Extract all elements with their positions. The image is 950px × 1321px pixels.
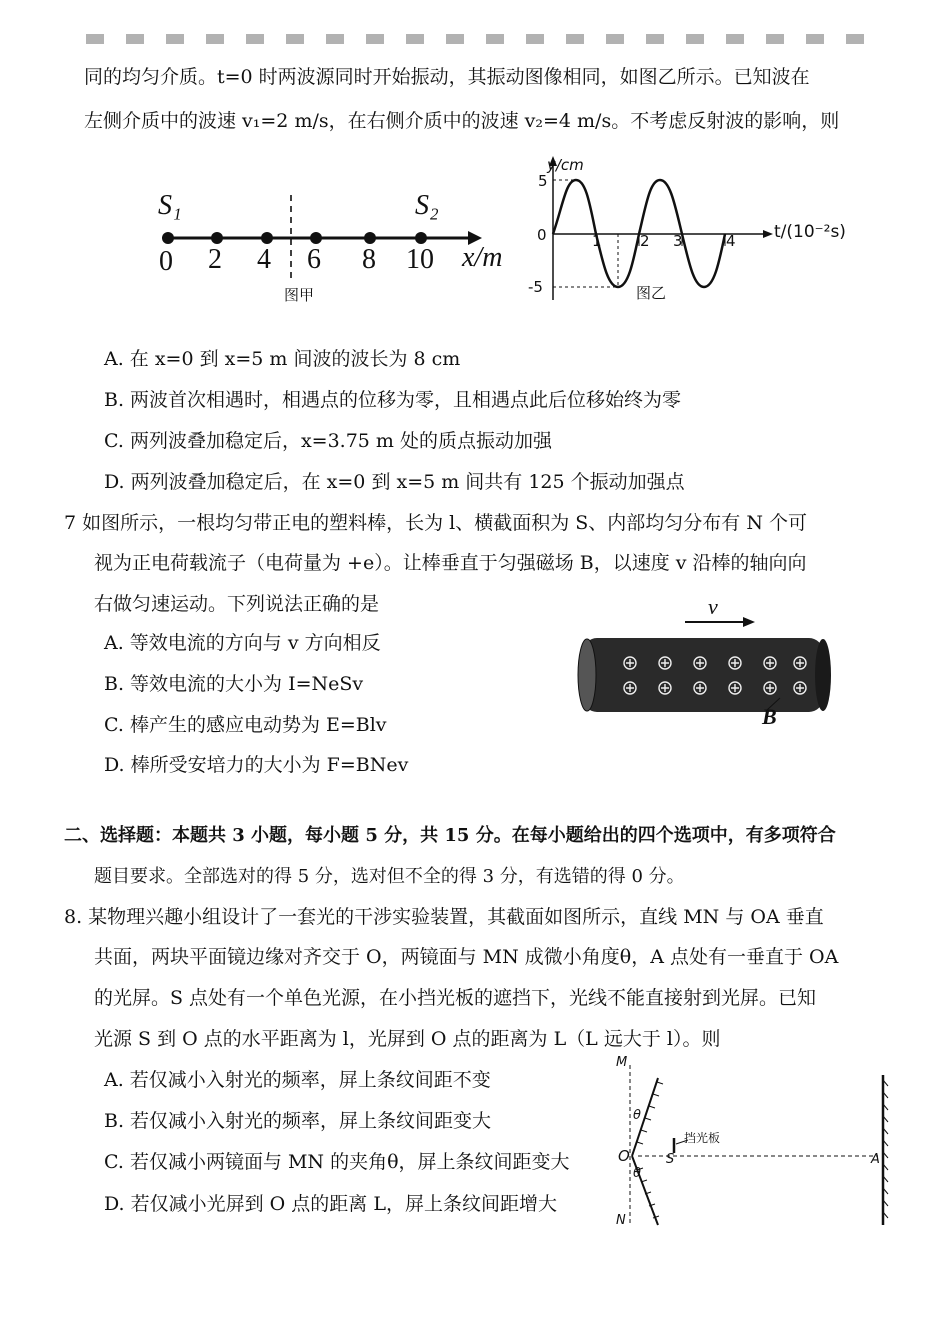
tick-2: 2 xyxy=(208,244,222,275)
q6-option-d: D. 两列波叠加稳定后，在 x=0 到 x=5 m 间共有 125 个振动加强点 xyxy=(104,471,685,493)
intro-line-1: 同的均匀介质。t=0 时两波源同时开始振动，其振动图像相同，如图乙所示。已知波在 xyxy=(84,66,810,88)
section-2-header-1: 二、选择题：本题共 3 小题，每小题 5 分，共 15 分。在每小题给出的四个选项中，有多项符合 xyxy=(64,825,836,846)
q7-stem-2: 视为正电荷载流子（电荷量为 +e）。让棒垂直于匀强磁场 B，以速度 v 沿棒的轴向向 xyxy=(94,552,807,574)
q8-option-a: A. 若仅减小入射光的频率，屏上条纹间距不变 xyxy=(104,1069,491,1091)
t-tick-3: 3 xyxy=(673,232,683,250)
s1-label: S₁ xyxy=(158,190,182,221)
label-theta-upper: θ xyxy=(633,1108,641,1123)
label-a: A xyxy=(871,1152,880,1167)
tick-4: 4 xyxy=(257,244,271,275)
origin-label: 0 xyxy=(537,226,547,244)
s2-label: S₂ xyxy=(415,190,439,221)
q8-stem-2: 共面，两块平面镜边缘对齐交于 O，两镜面与 MN 成微小角度θ，A 点处有一垂直于 OA xyxy=(94,946,839,968)
label-shield: 挡光板 xyxy=(684,1131,721,1145)
q6-option-a: A. 在 x=0 到 x=5 m 间波的波长为 8 cm xyxy=(104,348,461,370)
q7-stem-1: 7 如图所示，一根均匀带正电的塑料棒，长为 l、横截面积为 S、内部均匀分布有 N 个可 xyxy=(64,512,808,534)
y-axis-label: y/cm xyxy=(547,156,584,174)
y-bottom-tick: -5 xyxy=(528,278,543,296)
section-2-header-2: 题目要求。全部选对的得 5 分，选对但不全的得 3 分，有选错的得 0 分。 xyxy=(94,866,685,887)
q7-option-c: C. 棒产生的感应电动势为 E=Blv xyxy=(104,714,387,736)
q6-option-b: B. 两波首次相遇时，相遇点的位移为零，且相遇点此后位移始终为零 xyxy=(104,389,682,411)
q8-option-c: C. 若仅减小两镜面与 MN 的夹角θ，屏上条纹间距变大 xyxy=(104,1151,570,1173)
q7-option-b: B. 等效电流的大小为 I=NeSv xyxy=(104,673,364,695)
mirror-interference-figure xyxy=(610,1060,900,1235)
intro-line-2: 左侧介质中的波速 v₁=2 m/s，在右侧介质中的波速 v₂=4 m/s。不考虑反射波的影响，则 xyxy=(84,110,840,132)
q8-stem-3: 的光屏。S 点处有一个单色光源，在小挡光板的遮挡下，光线不能直接射到光屏。已知 xyxy=(94,987,817,1009)
tick-6: 6 xyxy=(307,244,321,275)
field-b-label: B xyxy=(762,704,777,729)
q8-stem-4: 光源 S 到 O 点的水平距离为 l，光屏到 O 点的距离为 L（L 远大于 l）。则 xyxy=(94,1028,721,1050)
label-s: S xyxy=(666,1152,675,1167)
label-theta-lower: θ xyxy=(633,1166,641,1181)
q8-option-d: D. 若仅减小光屏到 O 点的距离 L，屏上条纹间距增大 xyxy=(104,1193,557,1215)
q7-option-a: A. 等效电流的方向与 v 方向相反 xyxy=(104,632,381,654)
q7-stem-3: 右做匀速运动。下列说法正确的是 xyxy=(94,593,380,615)
tick-8: 8 xyxy=(362,244,376,275)
x-axis-label: x/m xyxy=(462,242,503,273)
charged-rod-figure xyxy=(575,598,835,730)
t-tick-2: 2 xyxy=(640,232,650,250)
y-top-tick: 5 xyxy=(538,172,548,190)
caption-jia: 图甲 xyxy=(284,286,315,304)
velocity-label: v xyxy=(708,594,718,619)
tick-10: 10 xyxy=(406,244,434,275)
q7-option-d: D. 棒所受安培力的大小为 F=BNev xyxy=(104,754,409,776)
cropped-previous-line xyxy=(86,34,866,44)
t-tick-1: 1 xyxy=(592,232,602,250)
tick-0: 0 xyxy=(159,246,173,277)
caption-yi: 图乙 xyxy=(636,284,667,302)
t-tick-4: 4 xyxy=(726,232,736,250)
q8-option-b: B. 若仅减小入射光的频率，屏上条纹间距变大 xyxy=(104,1110,492,1132)
q6-option-c: C. 两列波叠加稳定后，x=3.75 m 处的质点振动加强 xyxy=(104,430,552,452)
label-o: O xyxy=(618,1147,630,1165)
label-n: N xyxy=(616,1213,626,1228)
t-axis-label: t/(10⁻²s) xyxy=(774,222,846,242)
label-m: M xyxy=(616,1055,628,1070)
q8-stem-1: 8. 某物理兴趣小组设计了一套光的干涉实验装置，其截面如图所示，直线 MN 与 OA 垂直 xyxy=(64,906,824,928)
